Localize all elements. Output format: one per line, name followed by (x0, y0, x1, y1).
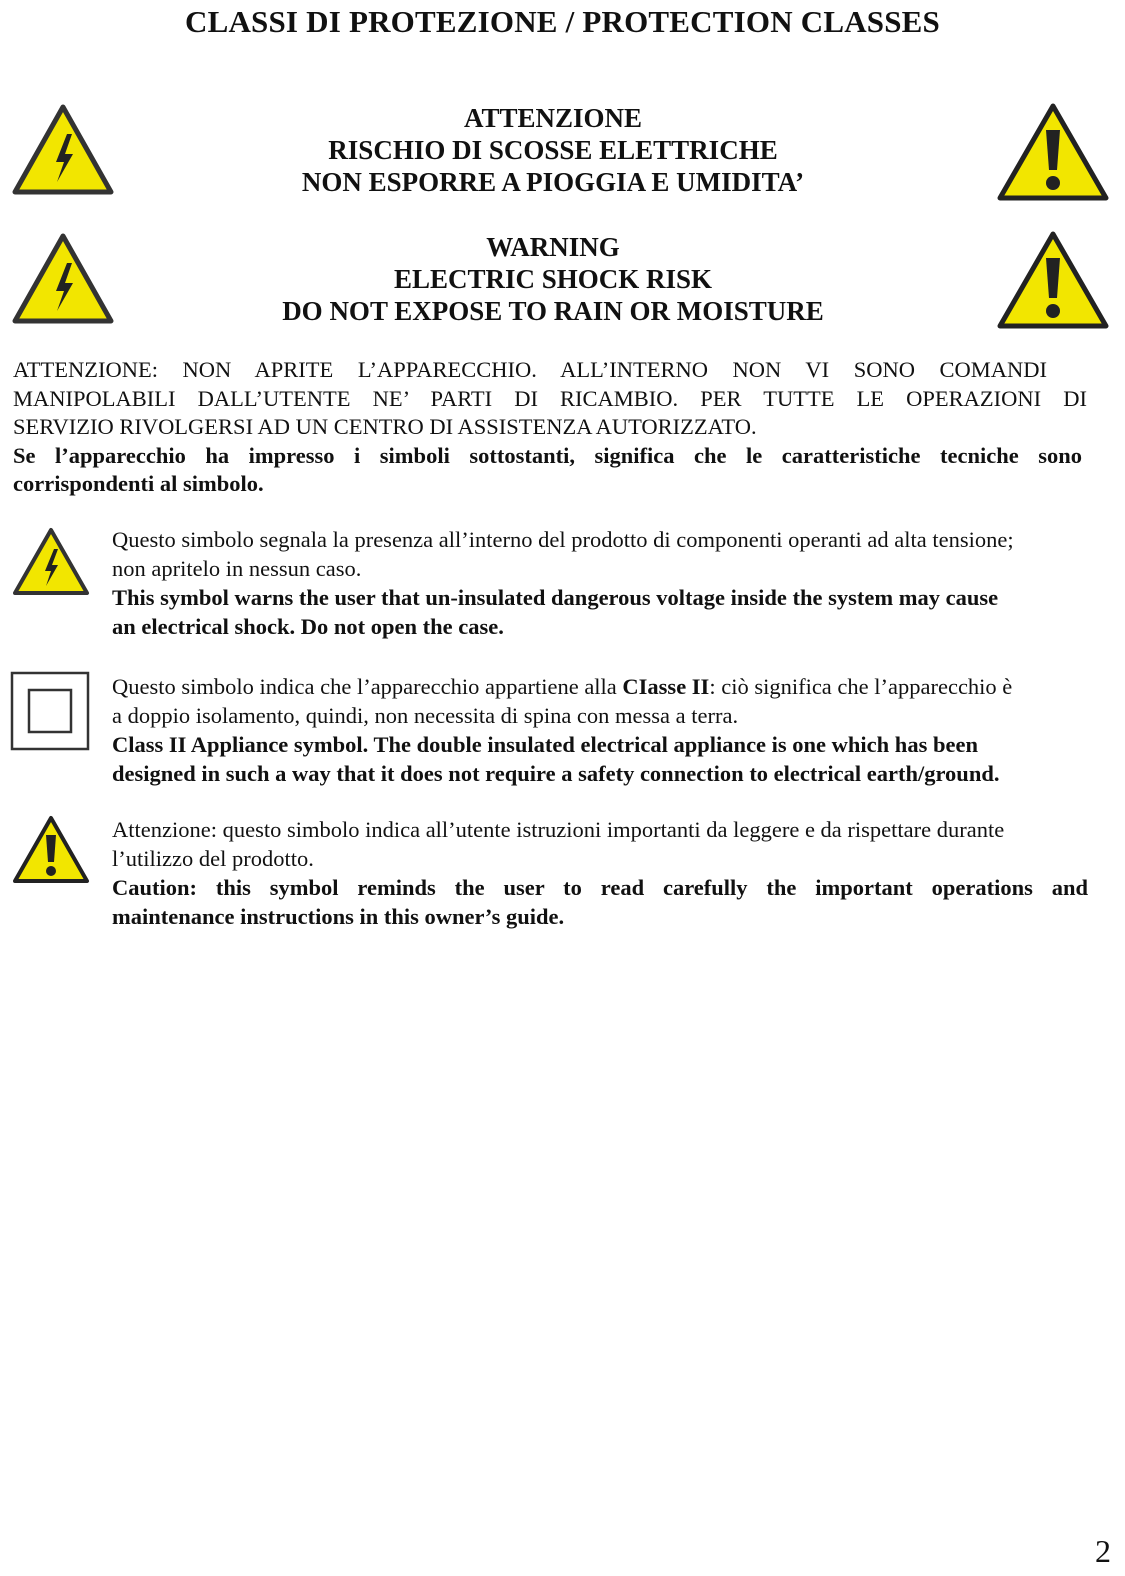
warning-italian-line2: RISCHIO DI SCOSSE ELETTRICHE (328, 135, 778, 165)
symbol-description-caution (112, 815, 1108, 931)
symbol-text-italian: Questo simbolo segnala la presenza all’interno del prodotto di componenti operanti ad alta tensione; (112, 527, 1014, 552)
warning-english-line1: WARNING (486, 232, 620, 262)
notice-line: SERVIZIO RIVOLGERSI AD UN CENTRO DI ASSISTENZA AUTORIZZATO. (13, 414, 757, 439)
electric-shock-symbol-icon (12, 527, 90, 597)
caution-exclamation-symbol-icon (12, 815, 90, 885)
notice-line: MANIPOLABILI DALL’UTENTE NE’ PARTI DI RICAMBIO. PER TUTTE LE OPERAZIONI DI (13, 385, 1087, 411)
symbol-text-italian: a doppio isolamento, quindi, non necessita di spina con messa a terra. (112, 703, 739, 728)
warning-italian-line1: ATTENZIONE (463, 103, 643, 133)
notice-line: ATTENZIONE: NON APRITE L’APPARECCHIO. ALL’INTERNO NON VI SONO COMANDI (13, 357, 1047, 382)
symbol-text-italian: Attenzione: questo simbolo indica all’utente istruzioni importanti da leggere e da rispettare durante (112, 817, 1005, 842)
page-title: CLASSI DI PROTEZIONE / PROTECTION CLASSES (185, 4, 940, 39)
symbol-text-italian: non apritelo in nessun caso. (112, 556, 362, 581)
symbol-description-electric (112, 525, 1108, 641)
warning-english-line2: ELECTRIC SHOCK RISK (393, 264, 713, 294)
symbol-description-class-ii (112, 672, 1108, 788)
electric-shock-warning-icon (12, 233, 114, 325)
class-ii-double-square-icon (10, 671, 90, 751)
symbol-text-english: Caution: this symbol reminds the user to read carefully the important operations and (112, 875, 1088, 900)
notice-bold-line: Se l’apparecchio ha impresso i simboli sottostanti, significa che le caratteristiche tecniche sono (13, 442, 1082, 468)
symbol-text-english: an electrical shock. Do not open the case. (112, 614, 504, 639)
notice-bold-line: corrispondenti al simbolo. (13, 471, 264, 496)
caution-exclamation-icon (996, 230, 1110, 330)
symbol-text-english: maintenance instructions in this owner’s guide. (112, 904, 565, 929)
symbol-text-english: designed in such a way that it does not require a safety connection to electrical earth/ground. (112, 761, 1000, 786)
warning-english (180, 231, 926, 327)
caution-exclamation-icon (996, 102, 1110, 202)
symbol-text-italian-post: : ciò significa che l’apparecchio è (709, 674, 1013, 699)
symbol-text-italian (112, 672, 1108, 701)
warning-english-line3: DO NOT EXPOSE TO RAIN OR MOISTURE (282, 296, 824, 326)
notice-paragraph (13, 356, 1087, 499)
symbol-text-english: Class II Appliance symbol. The double insulated electrical appliance is one which has been (112, 732, 978, 757)
symbol-text-italian: l’utilizzo del prodotto. (112, 846, 314, 871)
electric-shock-warning-icon (12, 104, 114, 196)
class-ii-label: CIasse II (622, 674, 710, 699)
warning-italian (180, 102, 926, 198)
warning-italian-line3: NON ESPORRE A PIOGGIA E UMIDITA’ (301, 167, 805, 197)
page-number: 2 (1095, 1533, 1111, 1569)
symbol-text-english: This symbol warns the user that un-insulated dangerous voltage inside the system may cause (112, 585, 999, 610)
symbol-text-italian-pre: Questo simbolo indica che l’apparecchio appartiene alla (112, 674, 623, 699)
